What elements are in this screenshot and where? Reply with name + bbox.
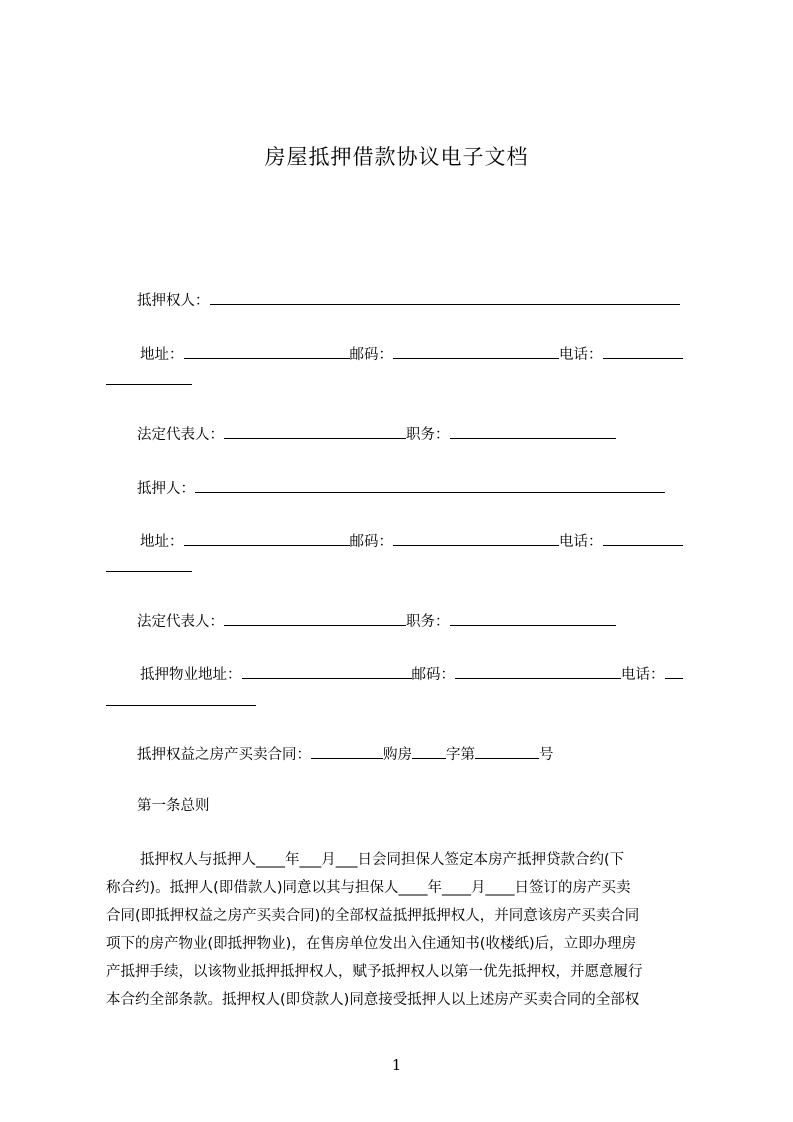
mortgagee-zip-label: 邮码： [349,347,393,363]
property-phone-label: 电话： [621,667,665,683]
mortgagee-post-label: 职务： [406,427,450,443]
mortgagor-zip-blank [393,531,559,546]
mortgagor-phone-blank [603,531,683,546]
contract-line [137,744,554,765]
mortgagee-phone-blank-cont [106,370,192,385]
contract-label: 抵押权益之房产买卖合同： [137,747,311,763]
contract-word: 字第 [446,747,475,763]
document-title: 房屋抵押借款协议电子文档 [264,145,529,169]
mortgagor-blank [195,478,665,493]
mortgagor-zip-label: 邮码： [349,534,393,550]
mortgagee-label: 抵押权人： [137,293,210,309]
mortgagee-address-blank [184,344,350,359]
mortgagor-rep-label: 法定代表人： [137,614,224,630]
contract-buy: 购房 [383,747,412,763]
mortgagor-post-label: 职务： [406,614,450,630]
mortgagor-address-label: 地址： [140,534,184,550]
mortgagee-zip-blank [393,344,559,359]
mortgagor-post-blank [450,611,616,626]
mortgagor-rep-blank [224,611,406,626]
mortgagee-blank [210,290,680,305]
paragraph-line: 本合约全部条款。抵押权人(即贷款人)同意接受抵押人以上述房产买卖合同的全部权 [106,992,640,1008]
mortgagee-phone-continuation [106,370,192,391]
mortgagee-rep-blank [224,424,406,439]
mortgagor-address-blank [184,531,350,546]
mortgagor-phone-blank-cont [106,557,192,572]
mortgagor-phone-label: 电话： [559,534,603,550]
mortgagor-contact-line [140,531,683,552]
page-number: 1 [391,1056,402,1074]
contract-blank-1 [311,744,383,759]
paragraph-line: 称合约)。抵押人(即借款人)同意以其与担保人____年____月____日签订的房产买卖 [106,880,631,896]
mortgagee-line [137,290,680,311]
paragraph-line: 项下的房产物业(即抵押物业)，在售房单位发出入住通知书(收楼纸)后，立即办理房 [106,936,637,952]
mortgagee-phone-label: 电话： [559,347,603,363]
property-phone-continuation [106,691,256,712]
property-address-label: 抵押物业地址： [140,667,242,683]
mortgagor-phone-continuation [106,557,192,578]
article-1-heading: 第一条总则 [137,798,210,814]
property-zip-label: 邮码： [411,667,455,683]
property-zip-blank [455,664,621,679]
contract-blank-3 [475,744,539,759]
mortgagee-phone-blank [603,344,683,359]
contract-num: 号 [539,747,554,763]
mortgagor-label: 抵押人： [137,481,195,497]
mortgagee-post-blank [450,424,616,439]
mortgagee-rep-line [137,424,616,445]
paragraph-line: 抵押权人与抵押人____年___月___日会同担保人签定本房产抵押贷款合约(下 [140,852,625,868]
property-address-blank [242,664,412,679]
property-phone-blank [665,664,683,679]
paragraph-line: 合同(即抵押权益之房产买卖合同)的全部权益抵押抵押权人，并同意该房产买卖合同 [106,908,640,924]
paragraph-line: 产抵押手续，以该物业抵押抵押权人，赋予抵押权人以第一优先抵押权，并愿意履行 [106,964,643,980]
mortgagee-contact-line [140,344,683,365]
mortgagor-rep-line [137,611,616,632]
property-phone-blank-cont [106,691,256,706]
mortgagor-line [137,478,665,499]
property-line [140,664,683,685]
mortgagee-address-label: 地址： [140,347,184,363]
contract-blank-2 [412,744,446,759]
mortgagee-rep-label: 法定代表人： [137,427,224,443]
